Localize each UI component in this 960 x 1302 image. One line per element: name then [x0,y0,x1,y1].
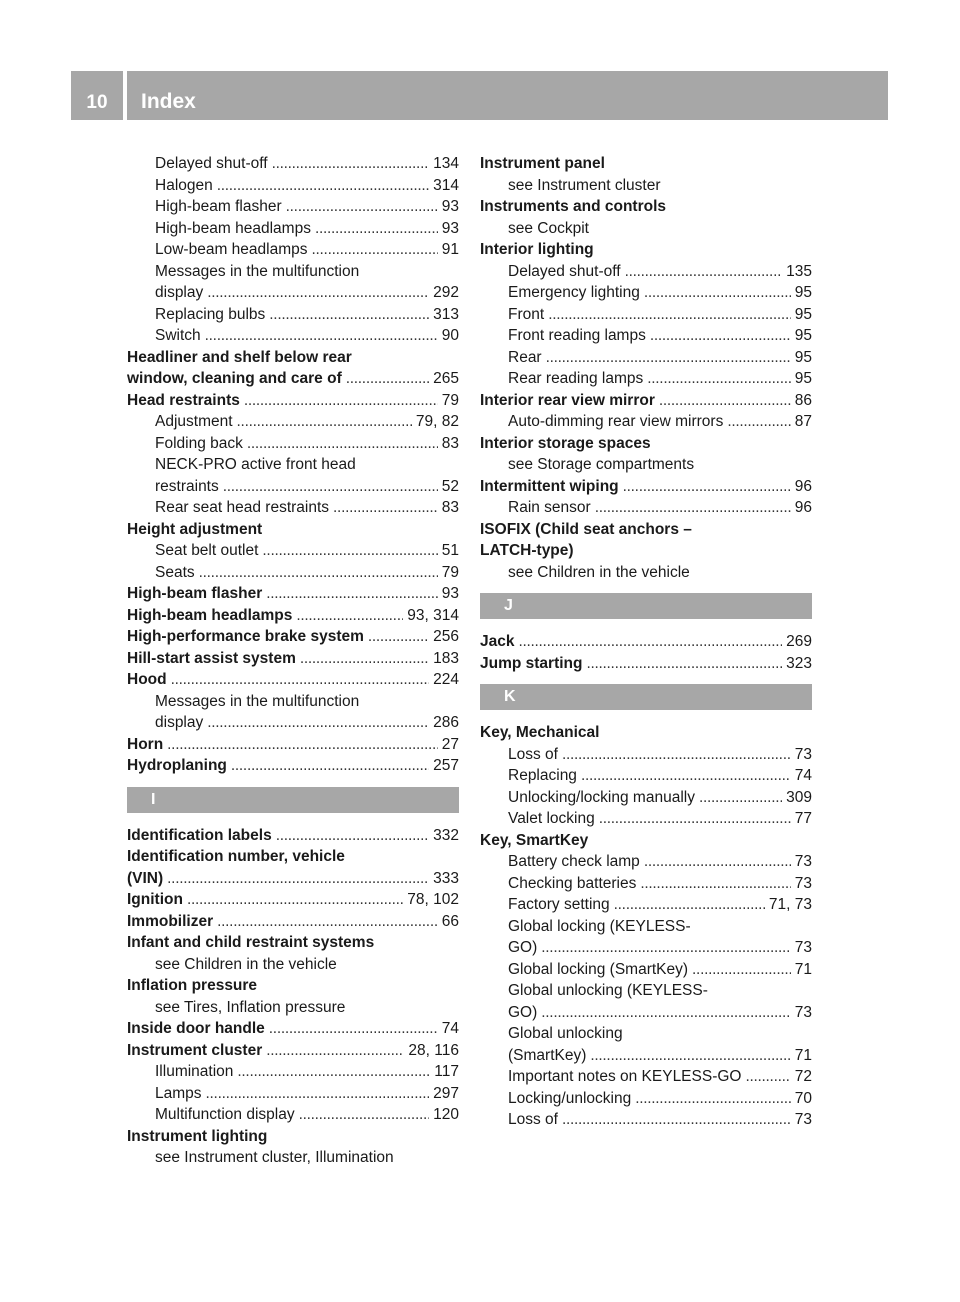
entry-text: High-performance brake system [127,628,364,645]
index-subentry [127,562,459,584]
index-subentry [127,476,459,498]
page-reference: 265 [433,370,459,387]
page-reference: 93 [441,198,459,215]
dot-leader [244,390,438,412]
dot-leader [171,669,430,691]
index-entry [480,631,812,653]
entry-text: Global locking (KEYLESS- [508,917,691,935]
entry-text: Ignition [127,891,183,908]
entry-text: Battery check lamp [508,853,640,870]
dot-leader [659,390,791,412]
dot-leader [650,325,791,347]
entry-text: High-beam headlamps [155,219,311,237]
page-reference: 95 [794,284,812,301]
index-entry [480,196,812,218]
entry-text: High-beam flasher [155,198,282,215]
entry-text: Loss of [508,745,558,763]
index-entry [127,868,459,890]
entry-text: (SmartKey) [508,1046,587,1064]
entry-text: Instrument cluster [127,1041,263,1059]
dot-leader [299,1104,430,1126]
entry-text: Instrument lighting [127,1127,268,1145]
dot-leader [206,1083,430,1105]
dot-leader [312,239,438,261]
section-letter-bar: K [480,684,812,710]
entry-text: Intermittent wiping [480,477,619,495]
entry-text: Interior rear view mirror [480,391,655,409]
index-subentry [480,368,812,390]
page-reference: 73 [794,745,812,763]
dot-leader [368,626,429,648]
entry-text: see Children in the vehicle [508,563,690,581]
page-reference: 71 [794,960,812,978]
dot-leader [614,894,765,916]
dot-leader [546,347,791,369]
dot-leader [640,873,790,895]
index-subentry [127,997,459,1019]
page-header [71,71,888,120]
entry-text: Halogen [155,176,213,194]
index-subentry [127,218,459,240]
dot-leader [247,433,438,455]
index-subentry [480,1045,812,1067]
page-reference: 333 [433,869,459,887]
entry-text: see Instrument cluster [508,176,661,194]
dot-leader [207,282,429,304]
dot-leader [562,744,791,766]
dot-leader [296,605,403,627]
page-reference: 71 [794,1046,812,1064]
entry-text: Global unlocking [508,1025,623,1042]
page-reference: 95 [794,305,812,323]
entry-text: Factory setting [508,896,610,913]
page-reference: 313 [433,305,459,323]
entry-text: Key, SmartKey [480,831,589,849]
dot-leader [300,648,429,670]
entry-text: Interior storage spaces [480,434,651,452]
entry-text: NECK-PRO active front head [155,456,356,473]
dot-leader [595,497,791,519]
index-entry [480,722,812,744]
entry-text: Replacing [508,767,577,784]
dot-leader [599,808,791,830]
index-entry [480,476,812,498]
entry-text: Locking/unlocking [508,1089,632,1107]
index-subentry [480,175,812,197]
page-reference: 134 [433,155,459,172]
entry-text: see Cockpit [508,219,589,237]
page-reference: 286 [433,714,459,731]
dot-leader [262,540,437,562]
entry-text: Multifunction display [155,1106,295,1123]
entry-text: Important notes on KEYLESS-GO [508,1068,742,1085]
dot-leader [207,712,429,734]
page-reference: 183 [433,649,459,667]
page-reference: 90 [441,327,459,344]
index-entry [480,239,812,261]
dot-leader [581,765,791,787]
dot-leader [727,411,790,433]
header-divider [123,71,127,120]
index-subentry [127,282,459,304]
index-subentry [127,411,459,433]
index-subentry [127,261,459,283]
entry-text: Illumination [155,1063,234,1080]
index-subentry [480,304,812,326]
page-reference: 93 [441,585,459,602]
dot-leader [644,851,791,873]
dot-leader [647,368,790,390]
dot-leader [635,1088,791,1110]
entry-text: Emergency lighting [508,284,640,301]
entry-text: GO) [508,939,538,956]
page-reference: 52 [441,477,459,495]
entry-text: Auto-dimming rear view mirrors [508,413,724,430]
dot-leader [167,868,429,890]
index-subentry [127,433,459,455]
page-reference: 79, 82 [415,413,459,430]
entry-text: Low-beam headlamps [155,241,308,258]
entry-text: Global locking (SmartKey) [508,960,689,978]
dot-leader [237,1061,430,1083]
index-entry [480,540,812,562]
section-letter-bar: J [480,593,812,619]
dot-leader [623,476,791,498]
index-subentry [480,873,812,895]
page-reference: 95 [794,370,812,387]
entry-text: Messages in the multifunction [155,692,360,710]
page-reference: 332 [433,826,459,844]
index-subentry [480,454,812,476]
dot-leader [745,1066,790,1088]
index-subentry [480,1066,812,1088]
page-reference: 27 [441,735,459,753]
page-reference: 95 [794,348,812,366]
index-subentry [127,175,459,197]
entry-text: Jump starting [480,654,583,672]
dot-leader [644,282,791,304]
dot-leader [167,734,438,756]
dot-leader [217,911,438,933]
index-subentry [480,411,812,433]
entry-text: Messages in the multifunction [155,262,360,280]
entry-text: Immobilizer [127,912,214,930]
entry-text: Replacing bulbs [155,305,266,323]
entry-text: Infant and child restraint systems [127,934,375,951]
dot-leader [586,653,782,675]
entry-text: Identification labels [127,826,272,844]
page-reference: 83 [441,499,459,516]
index-column-left [127,153,459,1169]
index-subentry [480,744,812,766]
page-reference: 71, 73 [768,896,812,913]
index-entry [127,368,459,390]
page-reference: 86 [794,391,812,409]
index-entry [127,932,459,954]
page-reference: 87 [794,413,812,430]
page-reference: 297 [433,1084,459,1102]
dot-leader [187,889,403,911]
entry-text: see Instrument cluster, Illumination [155,1149,394,1166]
entry-text: LATCH-type) [480,542,574,559]
dot-leader [269,304,429,326]
page-reference: 73 [794,874,812,892]
dot-leader [286,196,438,218]
dot-leader [223,476,438,498]
index-subentry [480,347,812,369]
index-subentry [127,196,459,218]
index-subentry [127,1147,459,1169]
entry-text: Key, Mechanical [480,724,600,741]
index-subentry [480,1088,812,1110]
dot-leader [266,1040,404,1062]
dot-leader [625,261,783,283]
page-reference: 73 [794,1003,812,1021]
dot-leader [518,631,782,653]
dot-leader [199,562,438,584]
entry-text: High-beam flasher [127,585,263,602]
entry-text: Jack [480,633,515,650]
entry-text: Interior lighting [480,241,594,258]
entry-text: Seats [155,563,195,581]
index-entry [127,889,459,911]
index-entry [480,830,812,852]
entry-text: (VIN) [127,869,164,887]
entry-text: Hydroplaning [127,757,227,774]
index-entry [480,433,812,455]
index-subentry [480,1109,812,1131]
dot-leader [548,304,791,326]
page-reference: 96 [794,477,812,495]
entry-text: see Tires, Inflation pressure [155,998,346,1016]
entry-text: Front reading lamps [508,327,646,344]
index-subentry [480,980,812,1002]
page-reference: 79 [441,563,459,581]
entry-text: High-beam headlamps [127,606,293,624]
index-entry [127,519,459,541]
index-subentry [127,325,459,347]
index-entry [480,653,812,675]
entry-text: window, cleaning and care of [127,370,342,387]
index-subentry [127,712,459,734]
page-reference: 257 [433,757,459,774]
index-entry [480,153,812,175]
page-reference: 314 [433,176,459,194]
index-entry [127,626,459,648]
dot-leader [276,825,429,847]
index-subentry [480,959,812,981]
index-subentry [127,454,459,476]
index-subentry [480,765,812,787]
entry-text: Unlocking/locking manually [508,788,695,806]
index-subentry [480,808,812,830]
entry-text: Lamps [155,1084,202,1102]
index-entry [127,755,459,777]
entry-text: Inflation pressure [127,977,258,994]
entry-text: Horn [127,735,164,753]
page-reference: 66 [441,912,459,930]
dot-leader [272,153,430,175]
entry-text: Switch [155,327,201,344]
entry-text: display [155,714,204,731]
page-reference: 79 [441,391,459,409]
page-reference: 93, 314 [407,606,459,624]
page-number: 10 [86,92,108,113]
entry-text: Headliner and shelf below rear [127,348,352,366]
index-entry [127,825,459,847]
index-subentry [480,916,812,938]
page-reference: 73 [794,1111,812,1128]
index-subentry [480,325,812,347]
index-subentry [480,894,812,916]
dot-leader [205,325,438,347]
dot-leader [237,411,412,433]
index-subentry [127,153,459,175]
index-entry [127,605,459,627]
index-subentry [480,218,812,240]
page-reference: 96 [794,499,812,516]
entry-text: Rear seat head restraints [155,499,330,516]
entry-text: Instruments and controls [480,198,667,215]
index-entry [127,583,459,605]
index-subentry [480,261,812,283]
index-subentry [127,691,459,713]
dot-leader [541,937,790,959]
index-subentry [480,851,812,873]
index-entry [480,519,812,541]
page-reference: 309 [786,788,812,806]
page-reference: 91 [441,241,459,258]
entry-text: Delayed shut-off [155,155,268,172]
page-title: Index [141,90,196,113]
page-reference: 74 [441,1020,459,1037]
index-entry [127,975,459,997]
index-subentry [127,1083,459,1105]
index-entry [127,1126,459,1148]
index-subentry [127,497,459,519]
index-column-right [480,153,812,1131]
page-reference: 120 [433,1106,459,1123]
index-subentry [127,239,459,261]
index-subentry [480,282,812,304]
index-entry [127,669,459,691]
index-entry [480,390,812,412]
entry-text: Seat belt outlet [155,542,259,559]
page-reference: 70 [794,1089,812,1107]
entry-text: Rear reading lamps [508,370,644,387]
page-reference: 73 [794,939,812,956]
dot-leader [562,1109,791,1131]
dot-leader [217,175,429,197]
dot-leader [541,1002,790,1024]
page-reference: 135 [786,262,812,280]
entry-text: Valet locking [508,810,595,827]
entry-text: restraints [155,477,219,495]
entry-text: Hill-start assist system [127,649,296,667]
index-entry [127,648,459,670]
dot-leader [699,787,782,809]
index-subentry [480,787,812,809]
entry-text: Inside door handle [127,1020,265,1037]
dot-leader [266,583,438,605]
entry-text: Height adjustment [127,520,263,538]
entry-text: see Storage compartments [508,456,695,473]
page-reference: 269 [786,633,812,650]
index-entry [127,1018,459,1040]
page-reference: 78, 102 [407,891,459,908]
page-reference: 256 [433,628,459,645]
entry-text: display [155,284,204,301]
page-reference: 93 [441,219,459,237]
entry-text: Global unlocking (KEYLESS- [508,982,708,999]
index-subentry [127,304,459,326]
index-subentry [127,540,459,562]
index-entry [127,846,459,868]
page-reference: 224 [433,671,459,688]
page-reference: 72 [794,1068,812,1085]
entry-text: Delayed shut-off [508,262,621,280]
index-subentry [480,1002,812,1024]
page-reference: 28, 116 [408,1041,459,1059]
dot-leader [590,1045,790,1067]
index-subentry [480,937,812,959]
dot-leader [231,755,429,777]
index-subentry [127,1104,459,1126]
dot-leader [315,218,438,240]
index-subentry [127,1061,459,1083]
entry-text: Folding back [155,434,243,452]
entry-text: Identification number, vehicle [127,848,345,865]
entry-text: Rain sensor [508,499,591,516]
page-reference: 117 [434,1063,459,1080]
entry-text: Head restraints [127,391,240,409]
entry-text: Adjustment [155,413,233,430]
entry-text: Hood [127,671,167,688]
index-subentry [127,954,459,976]
index-subentry [480,1023,812,1045]
page-reference: 74 [794,767,812,784]
entry-text: see Children in the vehicle [155,955,337,973]
page-reference: 83 [441,434,459,452]
dot-leader [333,497,438,519]
index-subentry [480,562,812,584]
page-reference: 95 [794,327,812,344]
dot-leader [269,1018,438,1040]
entry-text: ISOFIX (Child seat anchors – [480,520,692,538]
entry-text: Checking batteries [508,874,637,892]
index-entry [127,347,459,369]
index-entry [127,911,459,933]
entry-text: Rear [508,348,542,366]
entry-text: GO) [508,1003,538,1021]
dot-leader [346,368,429,390]
page-reference: 73 [794,853,812,870]
index-subentry [480,497,812,519]
section-letter-bar: I [127,787,459,813]
entry-text: Instrument panel [480,155,605,172]
index-entry [127,734,459,756]
page-reference: 323 [786,654,812,672]
index-entry [127,1040,459,1062]
entry-text: Front [508,305,545,323]
page-reference: 77 [794,810,812,827]
page-reference: 51 [441,542,459,559]
entry-text: Loss of [508,1111,558,1128]
dot-leader [692,959,791,981]
page-reference: 292 [433,284,459,301]
index-entry [127,390,459,412]
